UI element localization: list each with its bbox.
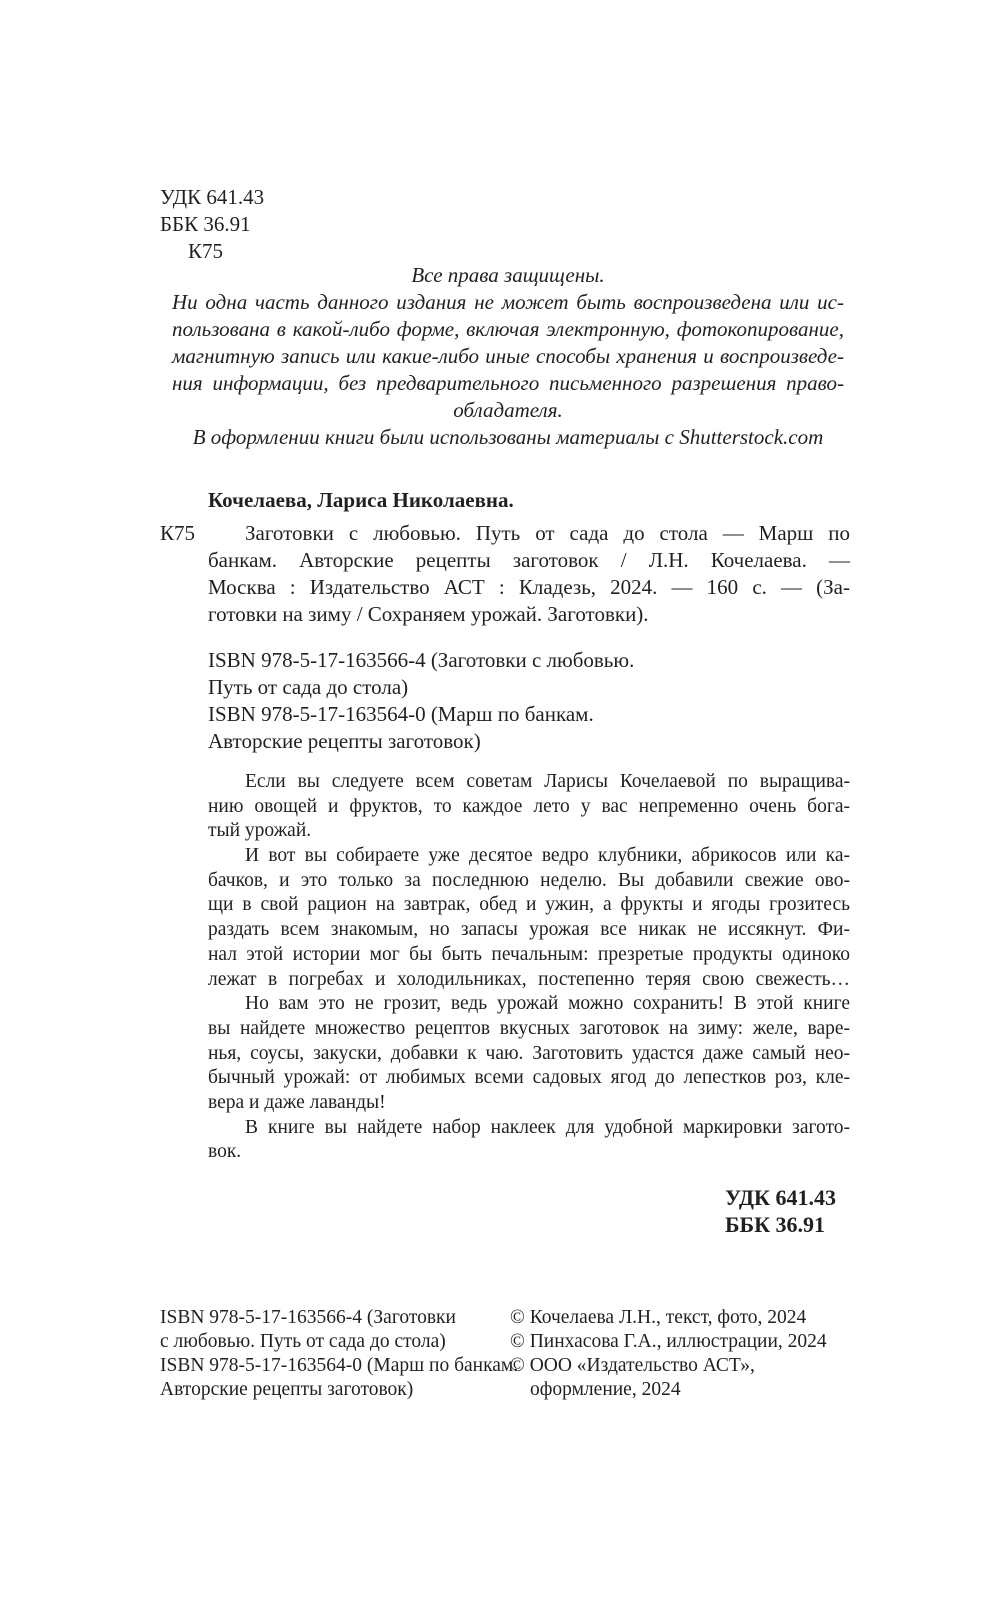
isbn-line: Путь от сада до стола) xyxy=(208,675,409,699)
annotation-line: лежат в погребах и холодильниках, постепенно теряя свою свежесть… xyxy=(208,968,850,990)
entry-author: Кочелаева, Лариса Николаевна. xyxy=(208,488,514,512)
description-line: готовки на зиму / Сохраняем урожай. Заготовки). xyxy=(208,602,649,626)
annotation-line: нал этой истории мог бы быть печальным: презретые продукты одиноко xyxy=(208,943,850,965)
rights-line: магнитную запись или какие-либо иные способы хранения и воспроизведе- xyxy=(172,344,844,368)
annotation-paragraph xyxy=(208,992,850,1115)
footer-isbn-line: ISBN 978-5-17-163564-0 (Марш по банкам. xyxy=(160,1355,519,1376)
entry-udk: УДК 641.43 xyxy=(725,1185,837,1210)
annotation-line: щи в свой рацион на завтрак, обед и ужин, а фрукты и ягоды грозитесь xyxy=(208,894,850,916)
footer-isbn xyxy=(160,1306,518,1402)
rights-line: ния информации, без предварительного письменного разрешения право- xyxy=(172,371,844,395)
bbk-code: ББК 36.91 xyxy=(160,212,251,236)
annotation-line: бачков, и это только за последнюю неделю. Вы добавили свежие ово- xyxy=(208,869,850,891)
entry-mark: К75 xyxy=(160,521,196,545)
annotation-line: вы найдете множество рецептов вкусных заготовок на зиму: желе, варе- xyxy=(208,1017,850,1039)
copyright-line: © Кочелаева Л.Н., текст, фото, 2024 xyxy=(510,1307,807,1328)
description-line: банкам. Авторские рецепты заготовок / Л.Н. Кочелаева. — xyxy=(208,548,850,572)
annotation-paragraph xyxy=(208,770,850,844)
annotation-paragraph xyxy=(208,844,850,992)
footer-isbn-line: Авторские рецепты заготовок) xyxy=(160,1379,414,1400)
annotation-line: Но вам это не грозит, ведь урожай можно сохранить! В этой книге xyxy=(245,993,850,1015)
copyright-line: © Пинхасова Г.А., иллюстрации, 2024 xyxy=(510,1331,827,1352)
isbn-line: Авторские рецепты заготовок) xyxy=(208,729,481,753)
annotation-line: И вот вы собираете уже десятое ведро клубники, абрикосов или ка- xyxy=(245,845,850,867)
footer-isbn-line: с любовью. Путь от сада до стола) xyxy=(160,1331,446,1352)
annotation xyxy=(208,770,850,1165)
annotation-line: раздать всем знакомым, но запасы урожая все никак не иссякнут. Фи- xyxy=(208,919,850,941)
annotation-line: вера и даже лаванды! xyxy=(208,1091,386,1113)
rights-line: пользована в какой-либо форме, включая электронную, фотокопирование, xyxy=(172,317,844,341)
rights-line: В оформлении книги были использованы материалы с Shutterstock.com xyxy=(192,425,824,449)
rights-notice xyxy=(172,262,844,451)
isbn-line: ISBN 978-5-17-163564-0 (Марш по банкам. xyxy=(208,702,594,726)
entry-description xyxy=(208,520,850,628)
rights-line: обладателя. xyxy=(453,398,563,422)
annotation-line: бычный урожай: от любимых всеми садовых ягод до лепестков роз, кле- xyxy=(208,1067,850,1089)
entry-isbn xyxy=(208,647,634,755)
description-line: Заготовки с любовью. Путь от сада до стола — Марш по xyxy=(245,521,850,545)
description-line: Москва : Издательство АСТ : Кладезь, 2024. — 160 с. — (За- xyxy=(208,575,850,599)
author-mark: К75 xyxy=(188,239,224,263)
footer-isbn-line: ISBN 978-5-17-163566-4 (Заготовки xyxy=(160,1307,456,1328)
annotation-line: Если вы следуете всем советам Ларисы Кочелаевой по выращива- xyxy=(245,771,850,792)
udk-code: УДК 641.43 xyxy=(160,185,265,209)
copyright-line: оформление, 2024 xyxy=(530,1379,681,1400)
rights-line: Все права защищены. xyxy=(411,263,605,287)
annotation-line: В книге вы найдете набор наклеек для удобной маркировки загото- xyxy=(245,1116,850,1138)
footer-copyright xyxy=(510,1306,827,1402)
entry-bbk: ББК 36.91 xyxy=(725,1212,826,1237)
annotation-line: нию овощей и фруктов, то каждое лето у вас непременно очень бога- xyxy=(208,795,850,817)
annotation-paragraph xyxy=(208,1116,850,1165)
copyright-line: © ООО «Издательство АСТ», xyxy=(510,1355,755,1376)
isbn-line: ISBN 978-5-17-163566-4 (Заготовки с любовью. xyxy=(208,648,635,672)
annotation-line: вок. xyxy=(208,1141,242,1163)
classification-block xyxy=(160,184,264,265)
rights-line: Ни одна часть данного издания не может быть воспроизведена или ис- xyxy=(172,290,844,314)
annotation-line: тый урожай. xyxy=(208,820,312,842)
annotation-line: нья, соусы, закуски, добавки к чаю. Заготовить удастся даже самый нео- xyxy=(208,1042,850,1064)
entry-classification xyxy=(725,1184,836,1238)
